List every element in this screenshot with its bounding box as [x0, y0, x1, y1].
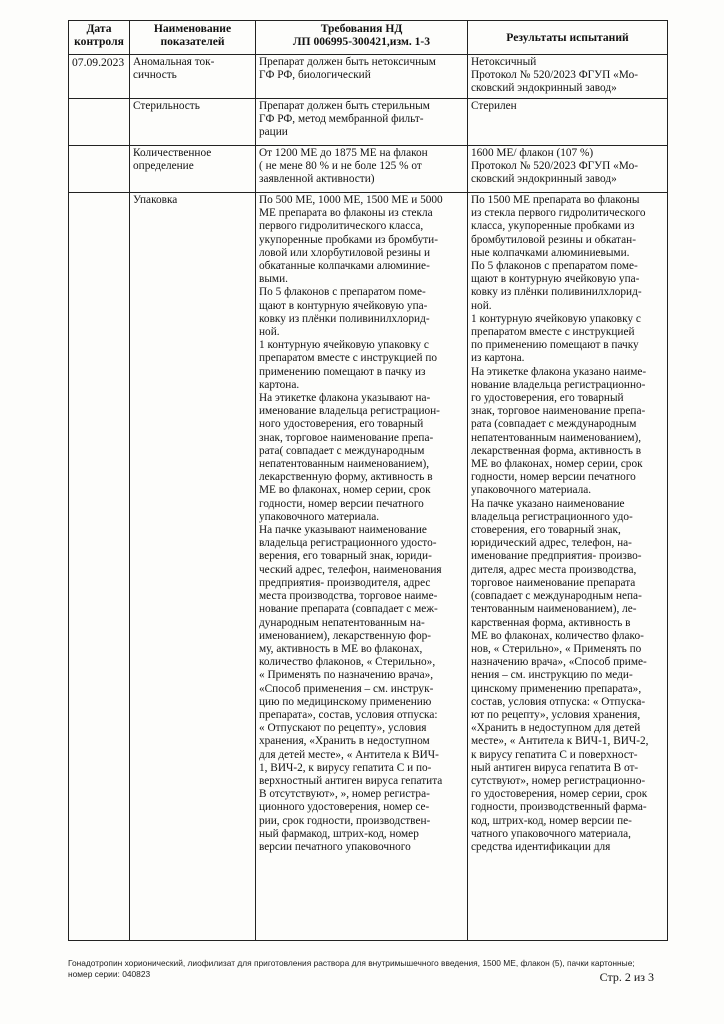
table-row	[69, 193, 668, 941]
table-row	[69, 99, 668, 146]
header-date: Дата контроля	[69, 21, 130, 55]
header-indicator: Наименование показателей	[130, 21, 256, 55]
page-number: Стр. 2 из 3	[599, 970, 654, 984]
row-indicator: Количественное определение	[130, 146, 256, 193]
row-date	[69, 99, 130, 146]
table-row	[69, 146, 668, 193]
row-result: По 1500 МЕ препарата во флаконы из стекла первого гидролитического класса, укупоренные пробками из бромбутиловой резины и обкатан- ные колпачками алюминиевыми. По 5 флаконов с препаратом поме- щают в контурную ячейковую упа- ковку из плёнки поливинилхлорид- ной. 1 контурную ячейковую упаковку с препаратом вместе с инструкцией по применению помещают в пачку из картона. На этикетке флакона указано наиме- нование владельца регистрационно- го удостоверения, его товарный знак, торговое наименование препа- рата (совпадает с международным непатентованным наименованием), лекарственная форма, активность в МЕ во флаконах, номер серии, срок годности, номер версии печатного упаковочного материала. На пачке указано наименование владельца регистрационного удо- стоверения, его товарный знак, юридический адрес, телефон, на- именование предприятия- произво- дителя, адрес места производства, торговое наименование препарата (совпадает с международным непа- тентованным наименованием), ле- карственная форма, активность в МЕ во флаконах, количество флако- нов, « Стерильно», « Применять по назначению врача», «Способ приме- нения – см. инструкцию по меди- цинскому применению препарата», состав, условия отпуска: « Отпуска- ют по рецепту», условия хранения, «Хранить в недоступном для детей месте», « Антитела к ВИЧ-1, ВИЧ-2, к вирусу гепатита С и поверхност- ный антиген вируса гепатита В от- сутствуют», номер регистрационно- го удостоверения, номер серии, срок годности, производственный фарма- код, штрих-код, номер версии пе- чатного упаковочного материала, средства идентификации для	[468, 193, 668, 941]
row-result: 1600 МЕ/ флакон (107 %) Протокол № 520/2023 ФГУП «Мо- сковский эндокринный завод»	[468, 146, 668, 193]
row-result: Стерилен	[468, 99, 668, 146]
table-header-row	[69, 21, 668, 55]
row-date	[69, 146, 130, 193]
header-requirements: Требования НД ЛП 006995-300421,изм. 1-3	[256, 21, 468, 55]
row-date: 07.09.2023	[69, 55, 130, 99]
table-row	[69, 55, 668, 99]
test-results-table	[68, 20, 668, 941]
header-results: Результаты испытаний	[468, 21, 668, 55]
row-indicator: Упаковка	[130, 193, 256, 941]
row-indicator: Аномальная ток- сичность	[130, 55, 256, 99]
row-requirement: Препарат должен быть нетоксичным ГФ РФ, биологический	[256, 55, 468, 99]
row-requirement: По 500 МЕ, 1000 МЕ, 1500 МЕ и 5000 МЕ препарата во флаконы из стекла первого гидролитического класса, укупоренные пробками из бромбути- ловой или хлорбутиловой резины и обкатанные колпачками алюминие- выми. По 5 флаконов с препаратом поме- щают в контурную ячейковую упа- ковку из плёнки поливинилхлорид- ной. 1 контурную ячейковую упаковку с препаратом вместе с инструкцией по применению помещают в пачку из картона. На этикетке флакона указывают на- именование владельца регистрацион- ного удостоверения, его товарный знак, торговое наименование препа- рата( совпадает с международным непатентованным наименованием), лекарственную форму, активность в МЕ во флаконах, номер серии, срок годности, номер версии печатного упаковочного материала. На пачке указывают наименование владельца регистрационного удосто- верения, его товарный знак, юриди- ческий адрес, телефон, наименования предприятия- производителя, адрес места производства, торговое наиме- нование препарата (совпадает с меж- дународным непатентованным на- именованием), лекарственную фор- му, активность в МЕ во флаконах, количество флаконов, « Стерильно», « Применять по назначению врача», «Способ применения – см. инструк- цию по медицинскому применению препарата», состав, условия отпуска: « Отпускают по рецепту», условия хранения, «Хранить в недоступном для детей месте», « Антитела к ВИЧ- 1, ВИЧ-2, к вирусу гепатита С и по- верхностный антиген вируса гепатита В отсутствуют», », номер регистра- ционного удостоверения, номер се- рии, срок годности, производствен- ный фармакод, штрих-код, номер версии печатного упаковочного	[256, 193, 468, 941]
row-date	[69, 193, 130, 941]
footer-product-note: Гонадотропин хорионический, лиофилизат для приготовления раствора для внутримышечного введения, 1500 МЕ, флакон (5), пачки картонные; номер серии: 040823	[68, 958, 635, 979]
row-requirement: Препарат должен быть стерильным ГФ РФ, метод мембранной фильт- рации	[256, 99, 468, 146]
row-requirement: От 1200 МЕ до 1875 МЕ на флакон ( не мене 80 % и не боле 125 % от заявленной активности)	[256, 146, 468, 193]
row-indicator: Стерильность	[130, 99, 256, 146]
row-result: Нетоксичный Протокол № 520/2023 ФГУП «Мо- сковский эндокринный завод»	[468, 55, 668, 99]
